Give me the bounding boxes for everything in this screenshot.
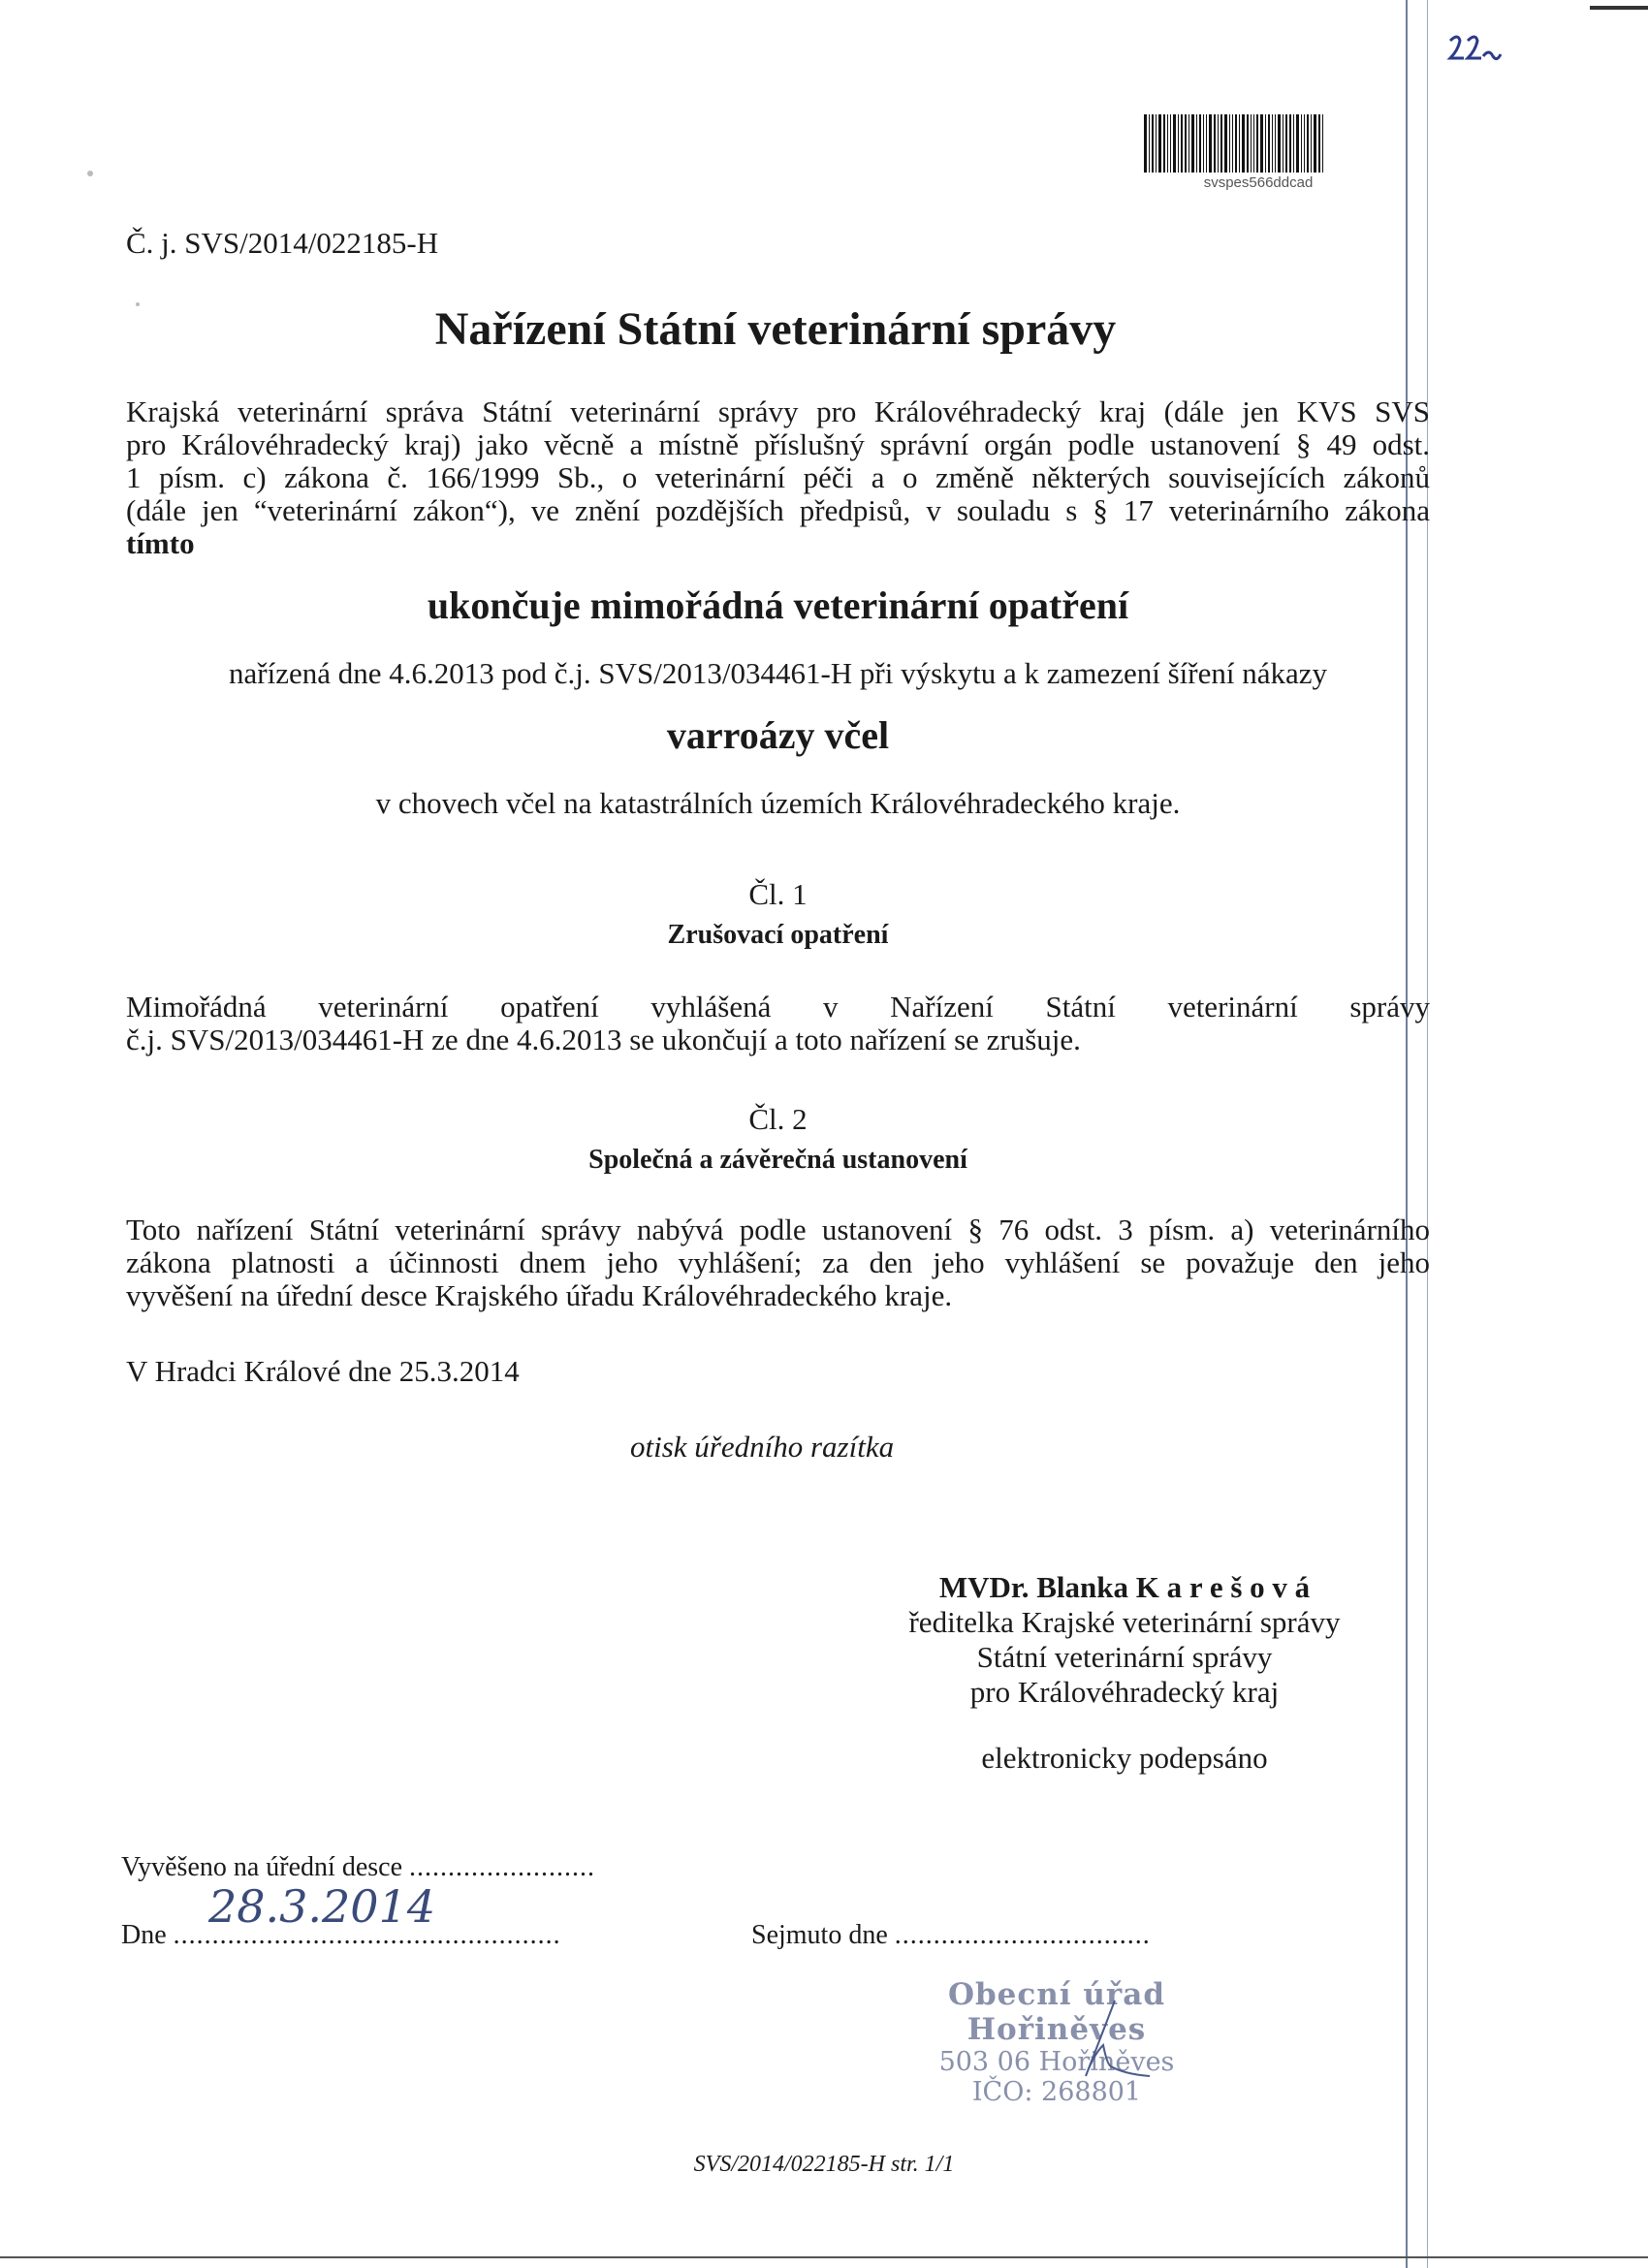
intro-line: (dále jen “veterinární zákon“), ve znění pozdějších předpisů, v souladu s § 17 veterinárního zákona (126, 493, 1430, 527)
article-2-line: Toto nařízení Státní veterinární správy nabývá podle ustanovení § 76 odst. 3 písm. a) veterinárního (126, 1213, 1430, 1246)
barcode-bar (1278, 114, 1281, 173)
barcode-bar (1265, 114, 1266, 173)
posting-date-dots: .................................................. (173, 1920, 561, 1950)
removed-label: Sejmuto dne (751, 1920, 888, 1950)
barcode-bar (1235, 114, 1237, 173)
barcode-bar (1322, 114, 1323, 173)
heading-terminates: ukončuje mimořádná veterinární opatření (427, 583, 1129, 627)
barcode-bar (1253, 114, 1254, 173)
page-footer: SVS/2014/022185-H str. 1/1 (693, 2152, 955, 2177)
intro-line: Krajská veterinární správa Státní veterinární správy pro Královéhradecký kraj (dále jen KVS SVS (126, 394, 1430, 428)
barcode-bar (1229, 114, 1230, 173)
barcode-bar (1220, 114, 1222, 173)
article-1-line: č.j. SVS/2013/034461-H ze dne 4.6.2013 se ukončují a toto nařízení se zrušuje. (126, 1023, 1081, 1056)
barcode-bar (1307, 114, 1309, 173)
barcode-bar (1218, 114, 1219, 173)
barcode-bar (1251, 114, 1252, 173)
scan-edge-line (0, 2256, 1648, 2258)
article-2-line: vyvěšení na úřední desce Krajského úřadu Královéhradeckého kraje. (126, 1278, 953, 1312)
barcode-bar (1242, 114, 1245, 173)
article-1-title: Zrušovací opatření (667, 920, 889, 950)
barcode-bar (1214, 114, 1216, 173)
barcode-bar (1268, 114, 1270, 173)
handwritten-signature (1047, 1997, 1154, 2084)
barcode-bar (1203, 114, 1204, 173)
article-2-number: Čl. 2 (748, 1102, 808, 1136)
barcode-bar (1167, 114, 1168, 173)
stamp-line: Obecní úřad Hořiněves (947, 1977, 1166, 2047)
barcode-bar (1289, 114, 1291, 173)
barcode-bar (1304, 114, 1305, 173)
article-2-title: Společná a závěrečná ustanovení (588, 1145, 967, 1175)
barcode-bar (1285, 114, 1287, 173)
place-and-date: V Hradci Králové dne 25.3.2014 (126, 1354, 520, 1388)
barcode-bar (1224, 114, 1227, 173)
barcode-bar (1152, 114, 1154, 173)
scan-speck (87, 171, 93, 176)
barcode-bar (1199, 114, 1201, 173)
handwritten-date: 28.3.2014 (208, 1880, 436, 1933)
signatory-role: ředitelka Krajské veterinární správy (908, 1605, 1341, 1639)
barcode-bar (1170, 114, 1171, 173)
intro-paragraph (126, 395, 1430, 560)
barcode-bar (1163, 114, 1165, 173)
posted-dots: ........................ (409, 1852, 596, 1882)
reference-number: Č. j. SVS/2014/022185-H (126, 226, 439, 260)
barcode-bar (1156, 114, 1157, 173)
stamp-placeholder: otisk úředního razítka (630, 1430, 895, 1464)
barcode-bar (1144, 114, 1147, 173)
stamp-line: IČO: 268801 (971, 2077, 1142, 2107)
barcode-bar (1196, 114, 1197, 173)
barcode-bar (1318, 114, 1320, 173)
barcode-bar (1311, 114, 1312, 173)
barcode-bar (1178, 114, 1179, 173)
removed-line (751, 1919, 1151, 1952)
scan-mark (1590, 6, 1648, 10)
barcode-bar (1247, 114, 1249, 173)
posted-line (121, 1851, 595, 1884)
barcode-bar (1181, 114, 1183, 173)
barcode-bar (1185, 114, 1187, 173)
article-2-line: zákona platnosti a účinnosti dnem jeho vyhlášení; za den jeho vyhlášení se považuje den jeho (126, 1245, 1430, 1279)
article-1-line: Mimořádná veterinární opatření vyhlášená v Nařízení Státní veterinární správy (126, 990, 1430, 1024)
signature-block (872, 1570, 1377, 1776)
signatory-role: pro Královéhradecký kraj (969, 1675, 1280, 1709)
barcode-bar (1301, 114, 1302, 173)
ordered-line: nařízená dne 4.6.2013 pod č.j. SVS/2013/034461-H při výskytu a k zamezení šíření nákazy (229, 656, 1327, 690)
electronic-signature-note: elektronicky podepsáno (981, 1741, 1268, 1775)
barcode-bar (1173, 114, 1176, 173)
signatory-role: Státní veterinární správy (976, 1640, 1273, 1674)
barcode-bar (1191, 114, 1194, 173)
document-title: Nařízení Státní veterinární správy (434, 303, 1117, 355)
barcode-bar (1275, 114, 1276, 173)
barcode-bar (1232, 114, 1233, 173)
intro-line: tímto (126, 526, 195, 560)
stamp-line: 503 06 Hořiněves (938, 2047, 1175, 2077)
disease-heading: varroázy včel (666, 713, 890, 757)
barcode-bar (1149, 114, 1150, 173)
barcode-bar (1293, 114, 1294, 173)
barcode-bar (1239, 114, 1240, 173)
barcode-bar (1206, 114, 1207, 173)
handwritten-page-number (1444, 29, 1503, 68)
barcode-bar (1188, 114, 1189, 173)
signatory-name: MVDr. Blanka K a r e š o v á (938, 1570, 1311, 1604)
barcode-bar (1272, 114, 1273, 173)
barcode-bar (1314, 114, 1316, 173)
removed-dots: ................................. (894, 1920, 1151, 1950)
article-1-paragraph (126, 991, 1430, 1056)
barcode-bar (1209, 114, 1212, 173)
barcode (1144, 114, 1373, 173)
intro-line: 1 písm. c) zákona č. 166/1999 Sb., o veterinární péči a o změně některých souvisejících zákonů (126, 460, 1430, 494)
intro-line: pro Královéhradecký kraj) jako věcně a místně příslušný správní orgán podle ustanovení § 49 odst. (126, 427, 1430, 461)
barcode-bar (1158, 114, 1161, 173)
posting-date-label: Dne (121, 1920, 167, 1950)
barcode-bar (1260, 114, 1263, 173)
barcode-bar (1296, 114, 1299, 173)
posted-label: Vyvěšeno na úřední desce (121, 1852, 403, 1882)
barcode-bar (1256, 114, 1258, 173)
barcode-text: svspes566ddcad (1203, 174, 1314, 191)
barcode-bar (1283, 114, 1284, 173)
article-2-paragraph (126, 1213, 1430, 1312)
article-1-number: Čl. 1 (748, 877, 808, 911)
scope-line: v chovech včel na katastrálních územích Královéhradeckého kraje. (375, 786, 1181, 820)
